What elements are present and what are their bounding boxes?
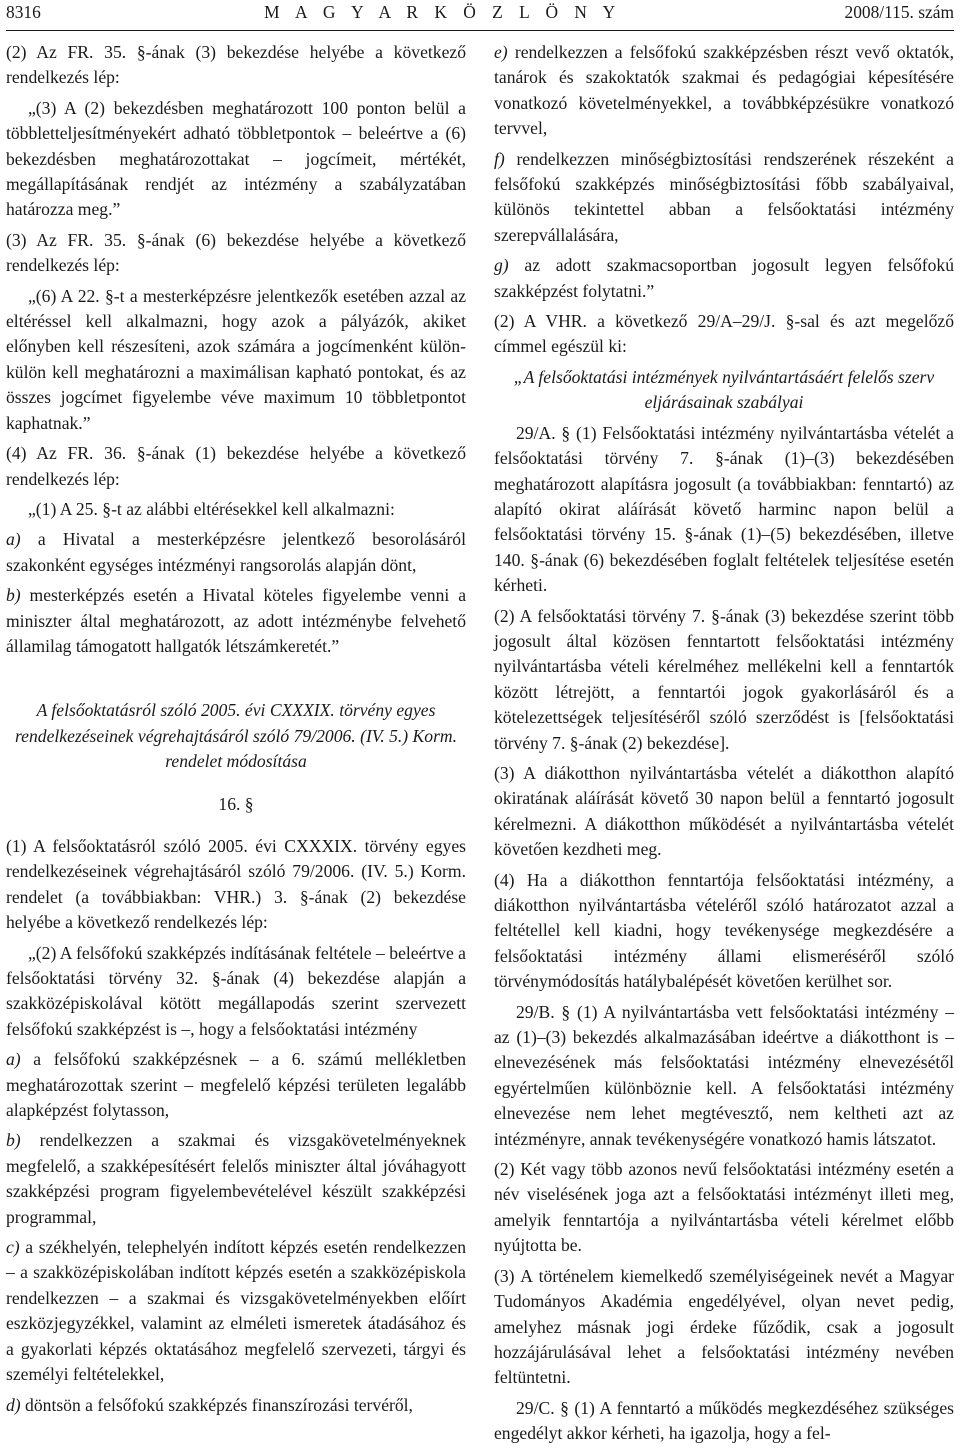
paragraph: „(2) A felsőfokú szakképzés indításának feltétele – beleértve a felsőoktatási törvény 32. §-ának (4) bekezdése alapján a szakközépiskolával kötött megállapodás szerint szervezett felsőfokú szakképzést is –, hogy a felsőoktatási intézmény [6,942,466,1039]
section-heading: „A felsőoktatási intézmények nyilvántartásáért felelős szerv eljárásainak szabályai [513,366,935,413]
list-item [6,1235,466,1387]
issue-number: 2008/115. szám [844,2,954,22]
list-label: d) [6,1394,21,1415]
spacer [6,780,466,792]
paragraph: 29/C. § (1) A fenntartó a működés megkezdéséhez szükséges engedélyt akkor kérheti, ha igazolja, hogy a fel- [494,1397,954,1444]
list-text: döntsön a felsőfokú szakképzés finanszírozási tervéről, [20,1394,413,1415]
list-text: rendelkezzen a felsőfokú szakképzésben részt vevő oktatók, tanárok és szakoktatók szakmai és pedagógiai képesítésére vonatkozó követelményekkel, a továbbképzésükre vonatkozó tervvel, [494,42,954,139]
list-item [494,253,954,304]
list-text: a Hivatal a mesterképzésre jelentkező besorolásáról szakonként egységes intézményi rangsorolás alapján dönt, [6,529,466,575]
page-header [6,0,954,30]
section-number: 16. § [218,793,254,814]
list-label: e) [494,42,508,62]
list-label: g) [494,255,509,276]
paragraph: (4) Ha a diákotthon fenntartója felsőoktatási intézmény, a diákotthon nyilvántartásba vételéről szóló határozatot azzal a feltétellel kell kiadni, hogy tevékenysége megkezdésére a felsőoktatási intézmény állami elismeréséről szóló törvénymódosítás hatálybalépését követően kerülhet sor. [494,869,954,992]
paragraph: (3) Az FR. 35. §-ának (6) bekezdése helyébe a következő rendelkezés lép: [6,229,466,276]
paragraph: (1) A felsőoktatásról szóló 2005. évi CXXXIX. törvény egyes rendelkezéseinek végrehajtásáról szóló 79/2006. (IV. 5.) Korm. rendelet (a továbbiakban: VHR.) 3. §-ának (2) bekezdése helyébe a következő rendelkezés lép: [6,835,466,933]
paragraph: (2) A VHR. a következő 29/A–29/J. §-sal és azt megelőző címmel egészül ki: [494,311,954,357]
page-number: 8316 [6,2,41,22]
list-label: b) [6,585,21,606]
list-item [6,527,466,578]
right-column [494,40,954,1452]
list-text: a felsőfokú szakképzésnek – a 6. számú mellékletben meghatározottak szerint – megfelelő képzési területen legalább alapképzést folytasson, [6,1049,466,1121]
paragraph: 29/B. § (1) A nyilvántartásba vett felsőoktatási intézmény – az (1)–(3) bekezdés alkalmazásában ideértve a diákotthont is – elnevezésének más felsőoktatási intézmény elnevezésétől egyértelműen különböznie kell. A felsőoktatási intézmény elnevezése nem lehet megtévesztő, nem keltheti azt az intézményre, annak tevékenységére vonatkozó hamis látszatot. [494,1001,954,1149]
list-text: a székhelyén, telephelyén indított képzés esetén rendelkezzen – a szakközépiskolában indított képzés esetén a szakközépiskola rendelkezzen – a szakmai és vizsgakövetelményekben előírt eszközjegyzékkel, valamint az elméleti ismeretek átadásához és a gyakorlati képzés oktatásához megfelelő szervezeti, tárgyi és személyi feltételekkel, [6,1237,466,1385]
list-item [6,1047,466,1123]
list-text: rendelkezzen a szakmai és vizsgakövetelményeknek megfelelő, a szakképesítésért felelős miniszter által jóváhagyott szakképzési program figyelembevételével készült szakképzési programmal, [6,1130,466,1227]
paragraph: (2) Az FR. 35. §-ának (3) bekezdése helyébe a következő rendelkezés lép: [6,42,466,88]
paragraph: 29/A. § (1) Felsőoktatási intézmény nyilvántartásba vételét a felsőoktatási törvény 7. §-ának (1)–(3) bekezdésében meghatározott alapításra jogosult (a továbbiakban: fenntartó) az alapító okirat aláírását követő harminc napon belül a felsőoktatási törvény 15. §-ának (1)–(5) bekezdésében, illetve 140. §-ának (6) bekezdésében foglalt feltételek teljesítése esetén kérheti. [494,422,954,596]
list-item [6,1128,466,1230]
paragraph: (3) A diákotthon nyilvántartásba vételét a diákotthon alapító okiratának aláírását követő 30 napon belül a fenntartó jogosult kérelmezni. A diákotthon működését a nyilvántartásba vételét követően kezdheti meg. [494,762,954,860]
spacer [6,822,466,834]
journal-title: M A G Y A R K Ö Z L Ö N Y [264,2,622,22]
left-column [6,40,466,1423]
paragraph: (3) A történelem kiemelkedő személyiségeinek nevét a Magyar Tudományos Akadémia engedélyével, olyan nevet pedig, amelyhez másnak jogi érdeke fűződik, csak a jogosult hozzájárulásával lehet a felsőoktatási intézmény nevében feltüntetni. [494,1265,954,1388]
paragraph: „(3) A (2) bekezdésben meghatározott 100 ponton belül a többletteljesítményekért adható többletpontok – beleértve a (6) bekezdésben meghatározottakat – jogcímeit, mértékét, megállapításának rendjét az intézmény a szabályzatában határozza meg.” [6,97,466,220]
list-text: mesterképzés esetén a Hivatal köteles figyelembe venni a miniszter által meghatározott, az adott intézménybe felvehető államilag támogatott hallgatók létszámkeretét.” [6,585,466,656]
list-item [494,147,954,249]
spacer [6,664,466,698]
paragraph: „(1) A 25. §-t az alábbi eltérésekkel kell alkalmazni: [28,498,395,519]
paragraph: (2) Két vagy több azonos nevű felsőoktatási intézmény esetén a név viselésének joga azt a felsőoktatási intézményt illeti meg, amelyik fenntartója a nyilvántartásba vételi kérelmet előbb nyújtotta be. [494,1159,954,1256]
list-text: rendelkezzen minőségbiztosítási rendszerének részeként a felsőfokú szakképzés minőségbiztosítási főbb szabályaival, különös tekintettel abban a felsőoktatási intézmény szerepvállalására, [494,148,954,245]
section-heading: A felsőoktatásról szóló 2005. évi CXXXIX. törvény egyes rendelkezéseinek végrehajtásáról szóló 79/2006. (IV. 5.) Korm. rendelet módosítása [14,700,458,772]
paragraph: „(6) A 22. §-t a mesterképzésre jelentkezők esetében azzal az eltéréssel kell alkalmazni, hogy azok a pályázók, akiket előnyben kell részesíteni, azok számára a jogcímenként külön-külön kell meghatározni a maximálisan kapható pontokat, és az összes jogcímet figyelembe véve maximum 10 többletpontot kaphatnak.” [6,285,466,433]
list-item [494,40,954,142]
header-rule [6,30,954,31]
list-label: a) [6,529,21,550]
list-text: az adott szakmacsoportban jogosult legyen felsőfokú szakképzést folytatni.” [494,255,954,301]
list-item [6,1393,466,1418]
list-label: f) [494,148,505,169]
list-item [6,583,466,659]
paragraph: (2) A felsőoktatási törvény 7. §-ának (3) bekezdése szerint több jogosult által közösen fenntartott felsőoktatási intézmény nyilvántartásba vételi kérelméhez mellékelni kell a fenntartók között létrejött, a fenntartói jogok gyakorlásáról és a kötelezettségek teljesítéséről szóló szerződést is [felsőoktatási törvény 7. §-ának (2) bekezdése]. [494,605,954,753]
list-label: b) [6,1130,21,1151]
list-label: a) [6,1049,21,1070]
list-label: c) [6,1237,20,1258]
paragraph: (4) Az FR. 36. §-ának (1) bekezdése helyébe a következő rendelkezés lép: [6,443,466,489]
